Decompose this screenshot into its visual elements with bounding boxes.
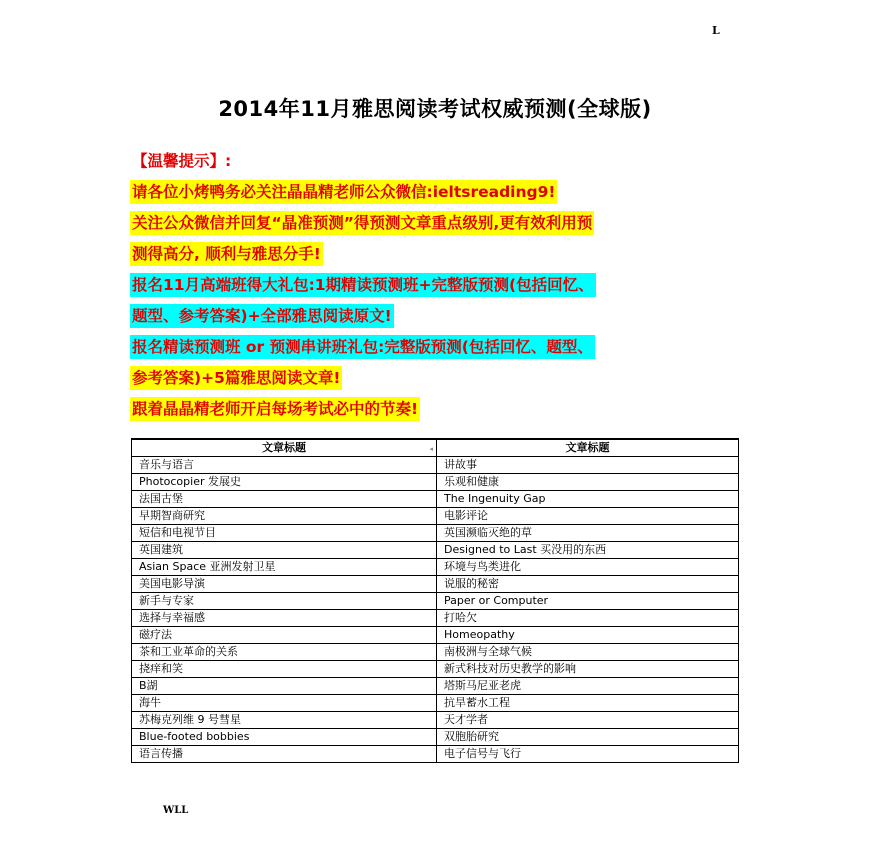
notice-line-text: 参考答案)+5篇雅思阅读文章! <box>130 366 342 390</box>
table-cell: 抗旱蓄水工程 <box>437 695 739 712</box>
document-title: 2014年11月雅思阅读考试权威预测(全球版) <box>218 97 652 121</box>
table-cell: Blue-footed bobbies <box>132 729 437 746</box>
table-row <box>132 661 739 678</box>
table-cell: 新手与专家 <box>132 593 437 610</box>
table-cell: 天才学者 <box>437 712 739 729</box>
table-cell: The Ingenuity Gap <box>437 491 739 508</box>
table-row <box>132 457 739 474</box>
table-row <box>132 508 739 525</box>
table-cell: 法国古堡 <box>132 491 437 508</box>
notice-line-text: 关注公众微信并回复“晶准预测”得预测文章重点级别,更有效利用预 <box>130 211 594 235</box>
table-cell: 美国电影导演 <box>132 576 437 593</box>
topics-table <box>131 438 739 763</box>
table-cell: 新式科技对历史教学的影响 <box>437 661 739 678</box>
table-header-row <box>132 439 739 457</box>
table-cell: 早期智商研究 <box>132 508 437 525</box>
notice-block <box>130 146 750 425</box>
header-mark: L <box>712 24 720 37</box>
notice-line <box>130 270 750 301</box>
table-cell: 挠痒和笑 <box>132 661 437 678</box>
table-cell: 海牛 <box>132 695 437 712</box>
notice-line <box>130 177 750 208</box>
table-row <box>132 474 739 491</box>
table-row <box>132 491 739 508</box>
table-cell: Homeopathy <box>437 627 739 644</box>
table-row <box>132 542 739 559</box>
table-cell: 南极洲与全球气候 <box>437 644 739 661</box>
notice-line <box>130 394 750 425</box>
table-cell: 短信和电视节目 <box>132 525 437 542</box>
table-row <box>132 627 739 644</box>
table-cell: 双胞胎研究 <box>437 729 739 746</box>
table-cell: 说服的秘密 <box>437 576 739 593</box>
table-cell: Photocopier 发展史 <box>132 474 437 491</box>
notice-line-text: 测得高分, 顺利与雅思分手! <box>130 242 323 266</box>
table-body <box>132 457 739 763</box>
notice-line <box>130 208 750 239</box>
notice-line <box>130 363 750 394</box>
notice-line-text: 请各位小烤鸭务必关注晶晶精老师公众微信:ieltsreading9! <box>130 180 557 204</box>
table-cell: B湖 <box>132 678 437 695</box>
notice-line-text: 跟着晶晶精老师开启每场考试必中的节奏! <box>130 397 420 421</box>
table-cell: 打哈欠 <box>437 610 739 627</box>
table-row <box>132 746 739 763</box>
table-cell: Asian Space 亚洲发射卫星 <box>132 559 437 576</box>
table-row <box>132 559 739 576</box>
table-row <box>132 729 739 746</box>
table-row <box>132 576 739 593</box>
table-cell: 磁疗法 <box>132 627 437 644</box>
table-cell: 英国建筑 <box>132 542 437 559</box>
table-cell: 苏梅克列维 9 号彗星 <box>132 712 437 729</box>
table-cell: 语言传播 <box>132 746 437 763</box>
notice-line <box>130 146 750 177</box>
table-cell: Designed to Last 买没用的东西 <box>437 542 739 559</box>
column-marker-icon: ◂ <box>429 445 433 453</box>
table-cell: 茶和工业革命的关系 <box>132 644 437 661</box>
table-cell: 音乐与语言 <box>132 457 437 474</box>
table-cell: 讲故事 <box>437 457 739 474</box>
table-row <box>132 593 739 610</box>
column-header: 文章标题 <box>437 439 739 457</box>
table-row <box>132 712 739 729</box>
table-row <box>132 525 739 542</box>
notice-line-text: 题型、参考答案)+全部雅思阅读原文! <box>130 304 394 328</box>
table-cell: 选择与幸福感 <box>132 610 437 627</box>
table-cell: Paper or Computer <box>437 593 739 610</box>
table-cell: 电影评论 <box>437 508 739 525</box>
table-row <box>132 678 739 695</box>
table-cell: 乐观和健康 <box>437 474 739 491</box>
notice-line-text: 报名精读预测班 or 预测串讲班礼包:完整版预测(包括回忆、题型、 <box>130 335 595 359</box>
table-row <box>132 644 739 661</box>
notice-line <box>130 301 750 332</box>
column-header: 文章标题 ◂ <box>132 439 437 457</box>
notice-line <box>130 332 750 363</box>
notice-line <box>130 239 750 270</box>
table-cell: 塔斯马尼亚老虎 <box>437 678 739 695</box>
table-row <box>132 610 739 627</box>
notice-line-text: 【温馨提示】: <box>132 152 232 170</box>
table-row <box>132 695 739 712</box>
footer-mark: WLL <box>163 805 189 816</box>
table-cell: 电子信号与飞行 <box>437 746 739 763</box>
notice-line-text: 报名11月高端班得大礼包:1期精读预测班+完整版预测(包括回忆、 <box>130 273 596 297</box>
table-cell: 英国濒临灭绝的草 <box>437 525 739 542</box>
table-cell: 环境与鸟类进化 <box>437 559 739 576</box>
